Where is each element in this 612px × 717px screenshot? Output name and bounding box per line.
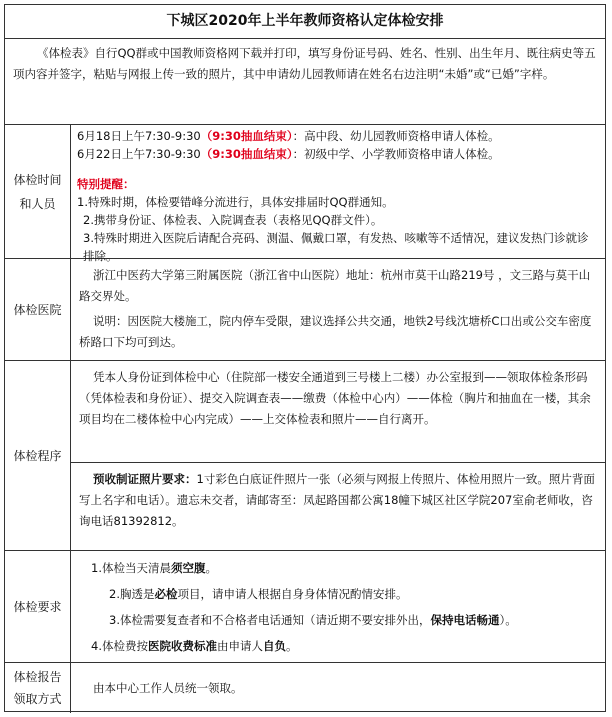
schedule-line-1: 6月18日上午7:30-9:30（9:30抽血结束）：高中段、幼儿园教师资格申请人体检。 xyxy=(77,129,500,143)
reminder-2: 2.携带身份证、体检表、入院调查表（表格见QQ群文件）。 xyxy=(83,213,383,227)
requirements-label: 体检要求 xyxy=(5,551,71,662)
exam-schedule-table xyxy=(4,4,606,712)
procedure-row xyxy=(5,361,605,551)
schedule-line-2: 6月22日上午7:30-9:30（9:30抽血结束）：初级中学、小学教师资格申请人体检。 xyxy=(77,147,500,161)
photo-requirement: 预收制证照片要求：1寸彩色白底证件照片一张（必须与网报上传照片、体检用照片一致。照片背面写上名字和电话）。遗忘未交者，请邮寄至：凤起路国都公寓18幢下城区社区学院207室俞老师收，咨询电话81392812。 xyxy=(79,472,595,528)
intro-text: 《体检表》自行QQ群或中国教师资格网下载并打印，填写身份证号码、姓名、性别、出生年月、既往病史等五项内容并签字，粘贴与网报上传一致的照片，其中申请幼儿园教师请在姓名右边注明“未婚”或“已婚”字样。 xyxy=(13,46,596,81)
requirement-4: 4.体检费按医院收费标准由申请人自负。 xyxy=(91,639,298,653)
requirement-3: 3.体检需要复查者和不合格者电话通知（请近期不要安排外出，保持电话畅通）。 xyxy=(109,613,517,627)
report-row xyxy=(5,663,605,713)
hospital-label: 体检医院 xyxy=(5,259,71,360)
hospital-note: 说明：因医院大楼施工，院内停车受限，建议选择公共交通，地铁2号线沈塘桥C口出或公交车密度桥路口下均可到达。 xyxy=(79,314,592,349)
reminder-3: 3.特殊时期进入医院后请配合亮码、测温、佩戴口罩，有发热、咳嗽等不适情况，建议发热门诊就诊排除。 xyxy=(83,231,589,263)
requirement-2: 2.胸透是必检项目，请申请人根据自身身体情况酌情安排。 xyxy=(109,587,408,601)
page-title: 下城区2020年上半年教师资格认定体检安排 xyxy=(166,13,444,29)
hospital-content xyxy=(71,259,605,360)
requirements-row xyxy=(5,551,605,663)
report-label: 体检报告 领取方式 xyxy=(5,663,71,713)
time-label: 体检时间 和人员 xyxy=(5,125,71,258)
report-content xyxy=(71,663,605,713)
hospital-row xyxy=(5,259,605,361)
reminder-title: 特别提醒： xyxy=(77,177,135,191)
intro-row xyxy=(5,39,605,125)
requirements-content xyxy=(71,551,605,662)
procedure-label: 体检程序 xyxy=(5,361,71,550)
time-row xyxy=(5,125,605,263)
reminder-1: 1.特殊时期，体检要错峰分流进行，具体安排届时QQ群通知。 xyxy=(77,195,394,209)
procedure-content xyxy=(71,361,605,550)
hospital-address: 浙江中医药大学第三附属医院（浙江省中山医院）地址：杭州市莫干山路219号 ，文三路与莫干山路交界处。 xyxy=(79,268,591,303)
report-text: 由本中心工作人员统一领取。 xyxy=(93,681,243,695)
procedure-steps: 凭本人身份证到体检中心（住院部一楼安全通道到三号楼上二楼）办公室报到——领取体检条形码（凭体检表和身份证）、提交入院调查表——缴费（体检中心内）——体检（胸片和抽血在一楼，其余项目均在二楼体检中心内完成）——上交体检表和照片——自行离开。 xyxy=(71,361,605,463)
title-row xyxy=(5,5,605,39)
time-content xyxy=(71,125,605,263)
requirement-1: 1.体检当天清晨须空腹。 xyxy=(91,561,217,575)
